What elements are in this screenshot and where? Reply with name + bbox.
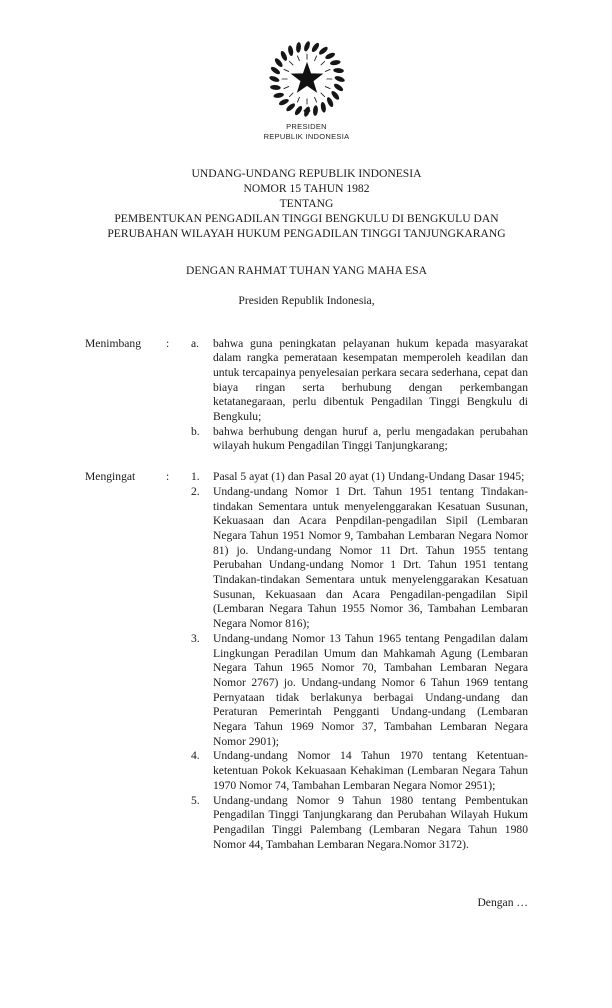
- consideration-item: [191, 425, 528, 454]
- legal-basis-label: Mengingat: [85, 470, 136, 484]
- legal-basis-marker: 1.: [191, 470, 200, 484]
- title-line-1: UNDANG-UNDANG REPUBLIK INDONESIA: [191, 166, 422, 180]
- considerations-items: [191, 337, 528, 455]
- legal-basis-marker: 2.: [191, 484, 200, 498]
- considerations-label: Menimbang: [85, 336, 142, 350]
- legal-basis-text: Undang-undang Nomor 13 Tahun 1965 tentang Pengadilan dalam Lingkungan Peradilan Umum dan Mahkamah Agung (Lembaran Negara Tahun 1965 Nomor 70, Tambahan Lembaran Negara Nomor 2767) jo. Undang-undang Nomor 6 Tahun 1969 tentang Pernyataan tidak berlakunya berbagai Undang-undang dan Peraturan Pemerintah Pengganti Undang-undang (Lembaran Negara Tahun 1969 Nomor 37, Tambahan Lembaran Negara Nomor 2901);: [213, 631, 528, 748]
- title-line-2: NOMOR 15 TAHUN 1982: [243, 181, 370, 195]
- consideration-marker: a.: [191, 336, 200, 350]
- legal-basis-items: [191, 470, 528, 852]
- preamble-subject: Presiden Republik Indonesia,: [238, 293, 375, 307]
- legal-basis-text: Undang-undang Nomor 9 Tahun 1980 tentang Pembentukan Pengadilan Tinggi Tanjungkarang dan Perubahan Wilayah Hukum Pengadilan Tinggi Palembang (Lembaran Negara Tahun 1980 Nomor 44, Tambahan Lembaran Negara.Nomor 3172).: [213, 793, 528, 851]
- legal-basis-item: [191, 632, 528, 750]
- legal-basis-text: Undang-undang Nomor 14 Tahun 1970 tentang Ketentuan-ketentuan Pokok Kekuasaan Kehakiman (Lembaran Negara Tahun 1970 Nomor 74, Tambahan Lembaran Negara Nomor 2951);: [213, 749, 528, 792]
- legal-basis-item: [191, 794, 528, 853]
- legal-basis-marker: 3.: [191, 631, 200, 645]
- legal-basis-item: [191, 749, 528, 793]
- title-block: [85, 166, 528, 241]
- consideration-marker: b.: [191, 424, 200, 438]
- legal-basis-marker: 4.: [191, 749, 200, 763]
- title-line-4: PEMBENTUKAN PENGADILAN TINGGI BENGKULU DI BENGKULU DAN: [114, 211, 499, 225]
- consideration-text: bahwa berhubung dengan huruf a, perlu mengadakan perubahan wilayah hukum Pengadilan Tinggi Tanjungkarang;: [213, 424, 528, 453]
- consideration-text: bahwa guna peningkatan pelayanan hukum kepada masyarakat dalam rangka pemerataan kesempatan memperoleh keadilan dan untuk tercapainya penyelesaian perkara secara sederhana, cepat dan biaya ringan serta berhubung dengan perkembangan ketatanegaraan, perlu dibentuk Pengadilan Tinggi Bengkulu di Bengkulu;: [213, 336, 528, 424]
- considerations-section: [85, 337, 528, 455]
- legal-basis-separator: :: [166, 470, 170, 484]
- legal-basis-text: Undang-undang Nomor 1 Drt. Tahun 1951 tentang Tindakan-tindakan Sementara untuk menyelenggarakan Kesatuan Susunan, Kekuasaan dan Acara Penpdilan-pengadilan Sipil (Lembaran Negara Tahun 1951 Nomor 9, Tambahan Lembaran Negara Nomor 81) jo. Undang-undang Nomor 11 Drt. Tahun 1955 tentang Perubahan Undang-undang Nomor 1 Drt. Tahun 1951 tentang Tindakan-tindakan Sementara untuk menyelenggarakan Kesatuan Susunan, Kekuasaan dan Acara Pengadilan-pengadilan Sipil (Lembaran Negara Tahun 1955 Nomor 36, Tambahan Lembaran Negara Nomor 816);: [213, 484, 528, 631]
- letterhead-line-republik: REPUBLIK INDONESIA: [263, 131, 350, 141]
- letterhead: [85, 36, 528, 142]
- legal-basis-item: [191, 470, 528, 485]
- legal-basis-marker: 5.: [191, 793, 200, 807]
- consideration-item: [191, 337, 528, 425]
- considerations-separator: :: [166, 336, 170, 350]
- letterhead-line-presiden: PRESIDEN: [286, 122, 327, 131]
- title-line-5: PERUBAHAN WILAYAH HUKUM PENGADILAN TINGGI TANJUNGKARANG: [107, 226, 506, 240]
- invocation-line: DENGAN RAHMAT TUHAN YANG MAHA ESA: [185, 263, 427, 277]
- legal-basis-text: Pasal 5 ayat (1) dan Pasal 20 ayat (1) Undang-Undang Dasar 1945;: [213, 470, 525, 484]
- title-line-3: TENTANG: [279, 196, 334, 210]
- legal-basis-item: [191, 485, 528, 632]
- presidential-emblem-icon: [264, 36, 350, 122]
- catchword: Dengan …: [477, 896, 528, 910]
- legal-basis-section: [85, 470, 528, 852]
